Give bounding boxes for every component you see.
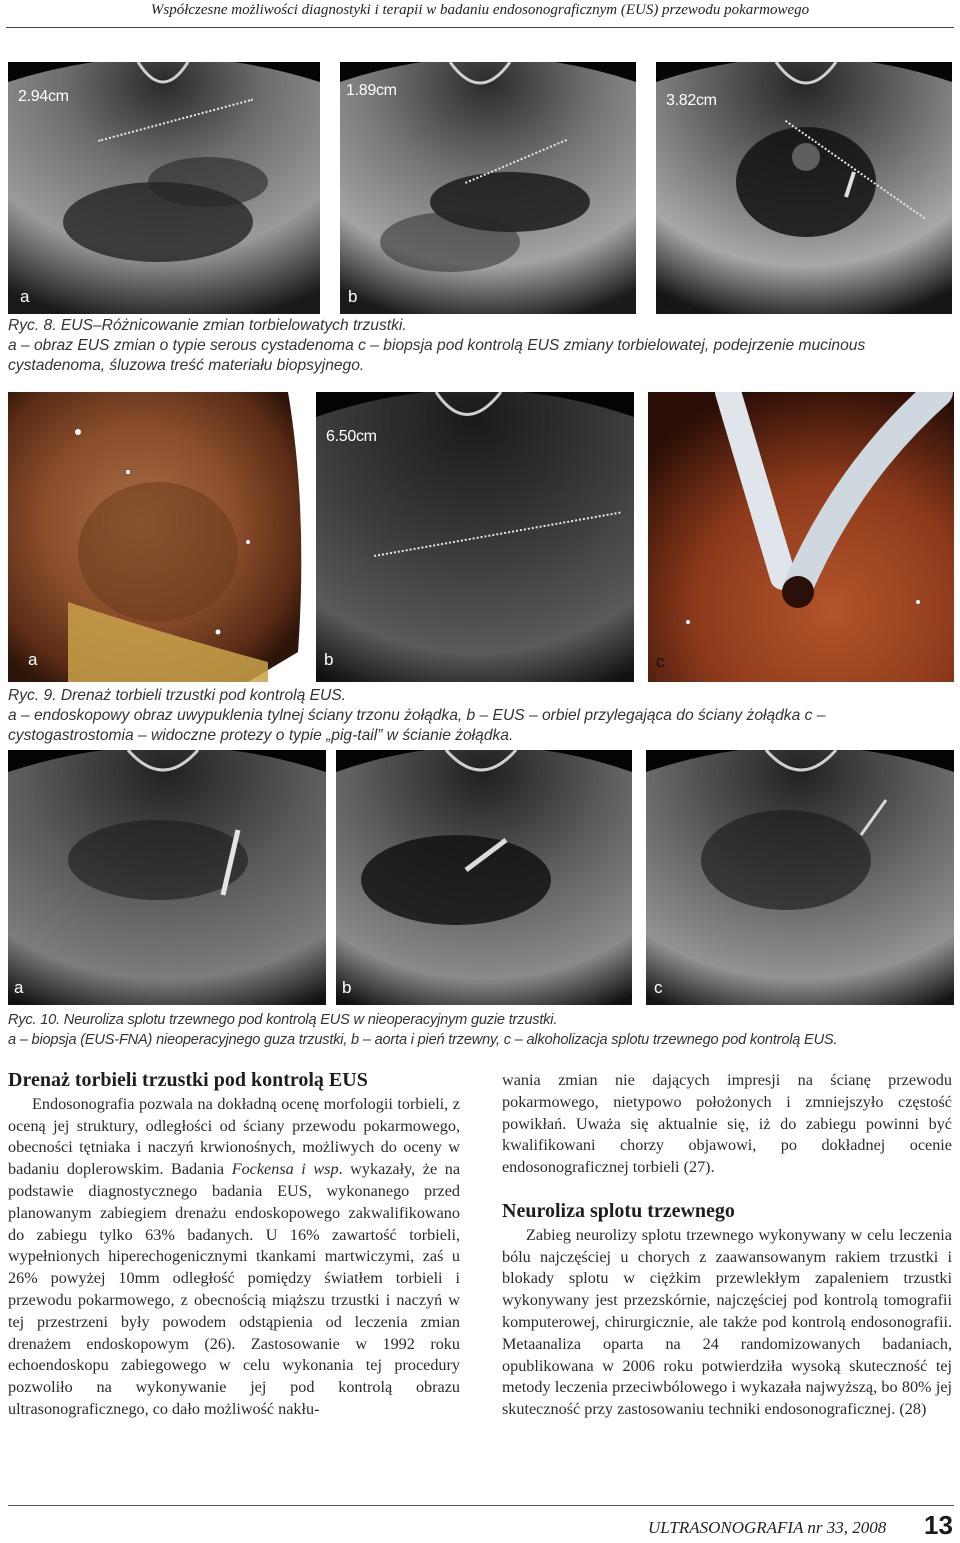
fig9-panel-b bbox=[316, 392, 634, 682]
fig8-panel-c bbox=[656, 62, 952, 314]
ultrasound-image bbox=[336, 750, 632, 1005]
figure-8-caption bbox=[8, 316, 953, 376]
caption-text: a – obraz EUS zmian o typie serous cystadenoma c – biopsja pod kontrolą EUS zmiany torbielowatej, podejrzenie mucinous cystadenoma, śluzowa treść materiału biopsyjnego. bbox=[8, 337, 866, 374]
left-column bbox=[8, 1070, 460, 1421]
panel-label: a bbox=[14, 978, 24, 997]
panel-label: b bbox=[348, 287, 358, 306]
caption-text: a – biopsja (EUS-FNA) nieoperacyjnego guza trzustki, b – aorta i pień trzewny, c – alkoholizacja splotu trzewnego pod kontrolą EUS. bbox=[8, 1032, 838, 1048]
fig9-panel-c bbox=[648, 392, 954, 682]
panel-label: c bbox=[664, 292, 673, 311]
ultrasound-image bbox=[8, 750, 326, 1005]
measurement-readout: 3.82cm bbox=[666, 92, 717, 109]
right-column bbox=[502, 1070, 952, 1421]
paragraph-text: . wykazały, że na podstawie diagnostycznego badania EUS, wykonanego przed planowanym zabiegiem drenażu endoskopowego zakwalifikowano do zabiegu tylko 63% badanych. U 16% zawartość torbieli, wypełnionych hiperechogenicznymi tkankami martwiczymi, zaś u 26% powyżej 10mm odległość pomiędzy światłem torbieli i przewodu pokarmowego, z obecnością miąższu trzustki i naczyń w tej przestrzeni były powodem odstąpienia od leczenia zmian drenażem endoskopowym (26). Zastosowanie w 1992 roku echoendoskopu zabiegowego w celu wykonania tej procedury pozwoliło na wykonywanie jej pod kontrolą obrazu ultrasonograficznego, co dało możliwość nakłu- bbox=[8, 1160, 461, 1418]
caption-title: Ryc. 8. EUS–Różnicowanie zmian torbielowatych trzustki. bbox=[8, 317, 407, 334]
caption-title: Ryc. 10. Neuroliza splotu trzewnego pod kontrolą EUS w nieoperacyjnym guzie trzustki. bbox=[8, 1012, 558, 1028]
footer-journal: ULTRASONOGRAFIA nr 33, 2008 bbox=[648, 1518, 887, 1537]
endoscopic-image bbox=[8, 392, 308, 682]
header-rule bbox=[6, 27, 954, 28]
measurement-readout: 2.94cm bbox=[18, 88, 69, 105]
citation-author: Fockensa i wsp bbox=[231, 1160, 339, 1179]
section-heading-neurolysis: Neuroliza splotu trzewnego bbox=[502, 1199, 735, 1222]
panel-label: a bbox=[20, 287, 30, 306]
footer-rule bbox=[8, 1505, 954, 1506]
fig8-panel-a bbox=[8, 62, 320, 314]
figure-10-caption bbox=[8, 1010, 953, 1050]
panel-label: c bbox=[656, 652, 665, 671]
fig10-panel-a bbox=[8, 750, 326, 1005]
ultrasound-image bbox=[646, 750, 954, 1005]
drainage-paragraph bbox=[8, 1094, 460, 1421]
figure-9-caption bbox=[8, 686, 953, 746]
panel-label: b bbox=[342, 978, 352, 997]
fig10-panel-c bbox=[646, 750, 954, 1005]
fig9-panel-a bbox=[8, 392, 308, 682]
panel-label: a bbox=[28, 650, 38, 669]
panel-label: c bbox=[654, 978, 663, 997]
running-head: Współczesne możliwości diagnostyki i terapii w badaniu endosonograficznym (EUS) przewodu pokarmowego bbox=[150, 2, 810, 18]
section-heading-drainage: Drenaż torbieli trzustki pod kontrolą EUS bbox=[8, 1069, 368, 1091]
page-number: 13 bbox=[924, 1510, 953, 1540]
endoscopic-image bbox=[648, 392, 954, 682]
neurolysis-paragraph: Zabieg neurolizy splotu trzewnego wykonywany w celu leczenia bólu najczęściej u chorych z zaawansowanym rakiem trzustki i blokady splotu w ciężkim przewlekłym zapaleniem trzustki wykonywany jest przezskórnie, najczęściej pod kontrolą tomografii komputerowej, chirurgicznie, ale także pod kontrolą endosonografii. Metaanaliza oparta na 24 randomizowanych badaniach, opublikowana w 2006 roku potwierdziła wysoką skuteczność tej metody leczenia przeciwbólowego i wykazała najwyższą, bo 80% jej skuteczność przy zastosowaniu techniki endosonograficznej. (28) bbox=[502, 1225, 952, 1419]
panel-label: b bbox=[324, 650, 334, 669]
caption-text: a – endoskopowy obraz uwypuklenia tylnej ściany trzonu żołądka, b – EUS – orbiel przylegająca do ściany żołądka c – cystogastrostomia – widoczne protezy o typie „pig-tail” w ścianie żołądka. bbox=[8, 707, 826, 744]
fig10-panel-b bbox=[336, 750, 632, 1005]
continued-paragraph: wania zmian nie dających impresji na ścianę przewodu pokarmowego, nietypowo położonych i zmniejszyło częstość powikłań. Uważa się aktualnie się, iż do zabiegu powinni być kwalifikowani chorzy objawowi, po dokładnej ocenie endosonograficznej torbieli (27). bbox=[502, 1071, 952, 1177]
measurement-readout: 1.89cm bbox=[346, 82, 397, 99]
measurement-readout: 6.50cm bbox=[326, 428, 377, 445]
caption-title: Ryc. 9. Drenaż torbieli trzustki pod kontrolą EUS. bbox=[8, 687, 346, 704]
fig8-panel-b bbox=[340, 62, 636, 314]
paragraph-text: Endosonografia pozwala na dokładną ocenę morfologii torbieli, z oceną jej struktury, odległości od ściany przewodu pokarmowego, obecności tętniaka i naczyń krwionośnych, możliwych do oceny w badaniu doplerowskim. Badania bbox=[8, 1094, 460, 1179]
